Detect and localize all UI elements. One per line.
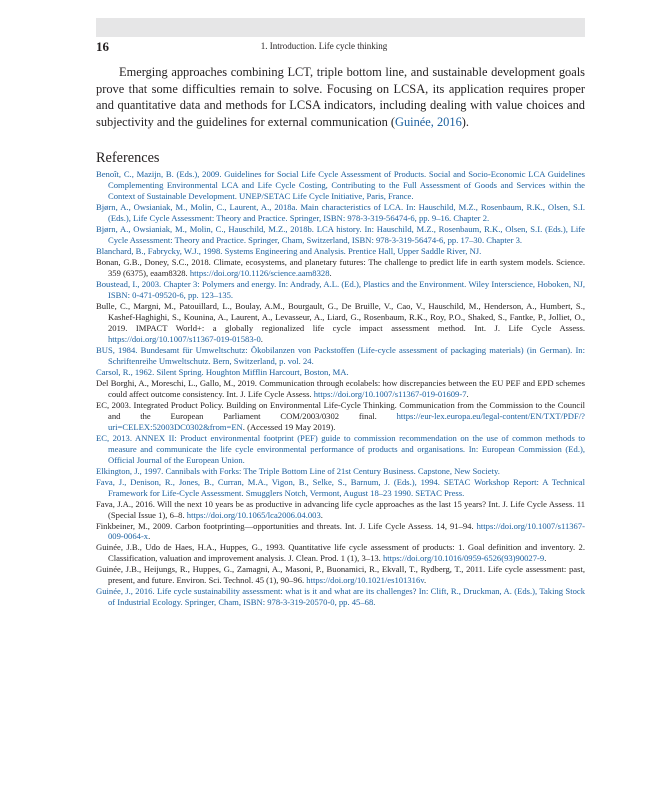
page-number: 16 bbox=[96, 39, 109, 54]
header-bar bbox=[96, 18, 585, 37]
intro-paragraph bbox=[96, 64, 585, 130]
reference-text: Bjørn, A., Owsianiak, M., Molin, C., Hauschild, M.Z., 2018b. LCA history. In: Hauschild, M.Z., Rosenbaum, R.K., Olsen, S.I. (Eds.), Life Cycle Assessment: Theory and Practice. Springer, Cham, Switzerland, ISBN: 978-3-319-56474-6, pp. 17–30. Chapter 3. bbox=[96, 223, 585, 245]
reference-item[interactable] bbox=[96, 169, 585, 202]
reference-item bbox=[96, 499, 585, 521]
reference-text: Blanchard, B., Fabrycky, W.J., 1998. Systems Engineering and Analysis. Prentice Hall, Upper Saddle River, NJ. bbox=[96, 245, 482, 256]
reference-item bbox=[96, 564, 585, 586]
reference-text: Guinée, J.B., Udo de Haes, H.A., Huppes, G., 1993. Quantitative life cycle assessment of products: 1. Goal definition and inventory. 2. Classification, valuation and improvement analysis. J. Clean. Prod. 1 (1), 3–13. bbox=[96, 542, 585, 564]
reference-text: EC, 2003. Integrated Product Policy. Building on Environmental Life-Cycle Thinking. Communication from the Commission to the Council and the European Parliament COM/2003/0302 final. bbox=[96, 399, 585, 421]
reference-period: . bbox=[466, 388, 469, 399]
reference-text: Finkbeiner, M., 2009. Carbon footprinting—opportunities and threats. Int. J. Life Cycle Assess. 14, 91–94. bbox=[96, 520, 477, 531]
reference-period: . bbox=[320, 509, 323, 520]
running-head: 1. Introduction. Life cycle thinking bbox=[260, 41, 388, 51]
reference-period: . bbox=[148, 531, 151, 542]
reference-text: Fava, J., Denison, R., Jones, B., Curran, M.A., Vigon, B., Selke, S., Barnum, J. (Eds.), 1994. SETAC Workshop Report: A Technical Framework for Life-Cycle Assessment. Smugglers Notch, Vermont, August 18–23 1990. SETAC Press. bbox=[96, 476, 585, 498]
reference-item bbox=[96, 521, 585, 543]
reference-text: Del Borghi, A., Moreschi, L., Gallo, M., 2019. Communication through ecolabels: how discrepancies between the EU PEF and EPD schemes could affect outcome consistency. Int. J. Life Cycle Assess. bbox=[96, 377, 585, 399]
reference-item bbox=[96, 257, 585, 279]
reference-doi-link[interactable]: https://doi.org/10.1007/s11367-019-01583-0 bbox=[108, 333, 261, 344]
reference-text: Fava, J.A., 2016. Will the next 10 years be as productive in advancing life cycle approaches as the last 15 years? Int. J. Life Cycle Assess. 11 (Special Issue 1), 6–8. bbox=[96, 498, 585, 520]
reference-text: Carsol, R., 1962. Silent Spring. Houghton Mifflin Harcourt, Boston, MA. bbox=[96, 366, 349, 377]
references-list bbox=[96, 169, 585, 608]
reference-item[interactable] bbox=[96, 224, 585, 246]
reference-text: Bjørn, A., Owsianiak, M., Molin, C., Laurent, A., 2018a. Main characteristics of LCA. In: Hauschild, M.Z., Rosenbaum, R.K., Olsen, S.I. (Eds.), Life Cycle Assessment: Theory and Practice. Springer, ISBN: 978-3-319-56474-6, pp. 9–16. Chapter 2. bbox=[96, 201, 585, 223]
intro-citation-link[interactable]: Guinée, 2016 bbox=[395, 114, 462, 129]
reference-text: Guinée, J.B., Heijungs, R., Huppes, G., Zamagni, A., Masoni, P., Buonamici, R., Ekvall, T., Rydberg, T., 2011. Life cycle assessment: past, present, and future. Environ. Sci. Technol. 45 (1), 90–96. bbox=[96, 564, 585, 586]
references-heading: References bbox=[96, 150, 160, 166]
reference-doi-link[interactable]: https://doi.org/10.1021/es101316v bbox=[306, 575, 424, 586]
reference-doi-link[interactable]: https://doi.org/10.1016/0959-6526(93)90027-9 bbox=[382, 553, 545, 564]
reference-period: . bbox=[424, 575, 427, 586]
reference-item[interactable] bbox=[96, 279, 585, 301]
reference-doi-link[interactable]: https://doi.org/10.1065/lca2006.04.003 bbox=[186, 509, 321, 520]
reference-item bbox=[96, 301, 585, 345]
reference-period: . bbox=[544, 553, 547, 564]
reference-suffix: . (Accessed 19 May 2019). bbox=[242, 421, 336, 432]
reference-text: Boustead, I., 2003. Chapter 3: Polymers and energy. In: Andrady, A.L. (Ed.), Plastics and the Environment. Wiley Interscience, Hoboken, NJ, ISBN: 0-471-09520-6, pp. 123–135. bbox=[96, 278, 585, 300]
reference-text: Benoît, C., Mazijn, B. (Eds.), 2009. Guidelines for Social Life Cycle Assessment of Products. Social and Socio-Economic LCA Guidelines Complementing Environmental LCA and Life Cycle Costing, Contributing to the Full Assessment of Goods and Services within the Context of Sustainable Development. UNEP/SETAC Life Cycle Initiative, Paris, France. bbox=[96, 169, 585, 201]
intro-text: Emerging approaches combining LCT, triple bottom line, and sustainable development goals prove that some difficulties remain to solve. Focusing on LCSA, its application requires proper and quantitative data and methods for LCSA indicators, including dealing with value choices and subjectivity and the guidelines for external communication ( bbox=[96, 65, 585, 129]
reference-item bbox=[96, 542, 585, 564]
reference-text: BUS, 1984. Bundesamt für Umweltschutz: Ökobilanzen von Packstoffen (Life-cycle assessment of packaging materials) (in German). In: Schriftenreihe Umweltschutz. Bern, Switzerland, p. vol. 24. bbox=[96, 344, 585, 366]
reference-item[interactable] bbox=[96, 433, 585, 466]
reference-item[interactable] bbox=[96, 466, 585, 477]
reference-item[interactable] bbox=[96, 367, 585, 378]
reference-doi-link[interactable]: https://doi.org/10.1007/s11367-009-0064-x bbox=[108, 520, 585, 542]
reference-doi-link[interactable]: https://doi.org/10.1126/science.aam8328 bbox=[189, 267, 330, 278]
reference-item bbox=[96, 378, 585, 400]
reference-period: . bbox=[329, 267, 332, 278]
reference-doi-link[interactable]: https://doi.org/10.1007/s11367-019-01609-7 bbox=[313, 388, 467, 399]
reference-item[interactable] bbox=[96, 477, 585, 499]
reference-item bbox=[96, 400, 585, 433]
reference-item[interactable] bbox=[96, 202, 585, 224]
reference-text: Bonan, G.B., Doney, S.C., 2018. Climate, ecosystems, and planetary futures: The challenge to predict life in earth system models. Science. 359 (6375), eaam8328. bbox=[96, 256, 585, 278]
intro-suffix: ). bbox=[461, 114, 470, 129]
reference-doi-link[interactable]: https://eur-lex.europa.eu/legal-content/EN/TXT/PDF/?uri=CELEX:52003DC0302&from=EN bbox=[108, 410, 585, 432]
reference-text: Elkington, J., 1997. Cannibals with Forks: The Triple Bottom Line of 21st Century Business. Capstone, New Society. bbox=[96, 465, 500, 476]
reference-text: Guinée, J., 2016. Life cycle sustainability assessment: what is it and what are its challenges? In: Clift, R., Druckman, A. (Eds.), Taking Stock of Industrial Ecology. Springer, Cham, ISBN: 978-3-319-20570-0, pp. 45–68. bbox=[96, 586, 585, 608]
reference-item[interactable] bbox=[96, 586, 585, 608]
reference-period: . bbox=[260, 333, 263, 344]
reference-item[interactable] bbox=[96, 246, 585, 257]
reference-text: EC, 2013. ANNEX II: Product environmental footprint (PEF) guide to commission recommendation on the use of common methods to measure and communicate the life cycle environmental performance of products and organisations. In: European Commission (Ed.), Official Journal of the European Union. bbox=[96, 432, 585, 465]
reference-item[interactable] bbox=[96, 345, 585, 367]
reference-text: Bulle, C., Margni, M., Patouillard, L., Boulay, A.M., Bourgault, G., De Bruille, V., Cao, V., Hauschild, M., Henderson, A., Humbert, S., Kashef-Haghighi, S., Kounina, A., Laurent, A., Levasseur, A., Liard, G., Rosenbaum, R.K., Roy, P.O., Shaked, S., Fantke, P., Jolliet, O., 2019. IMPACT World+: a globally regionalized life cycle impact assessment method. Int. J. Life Cycle Assess. bbox=[96, 300, 585, 333]
